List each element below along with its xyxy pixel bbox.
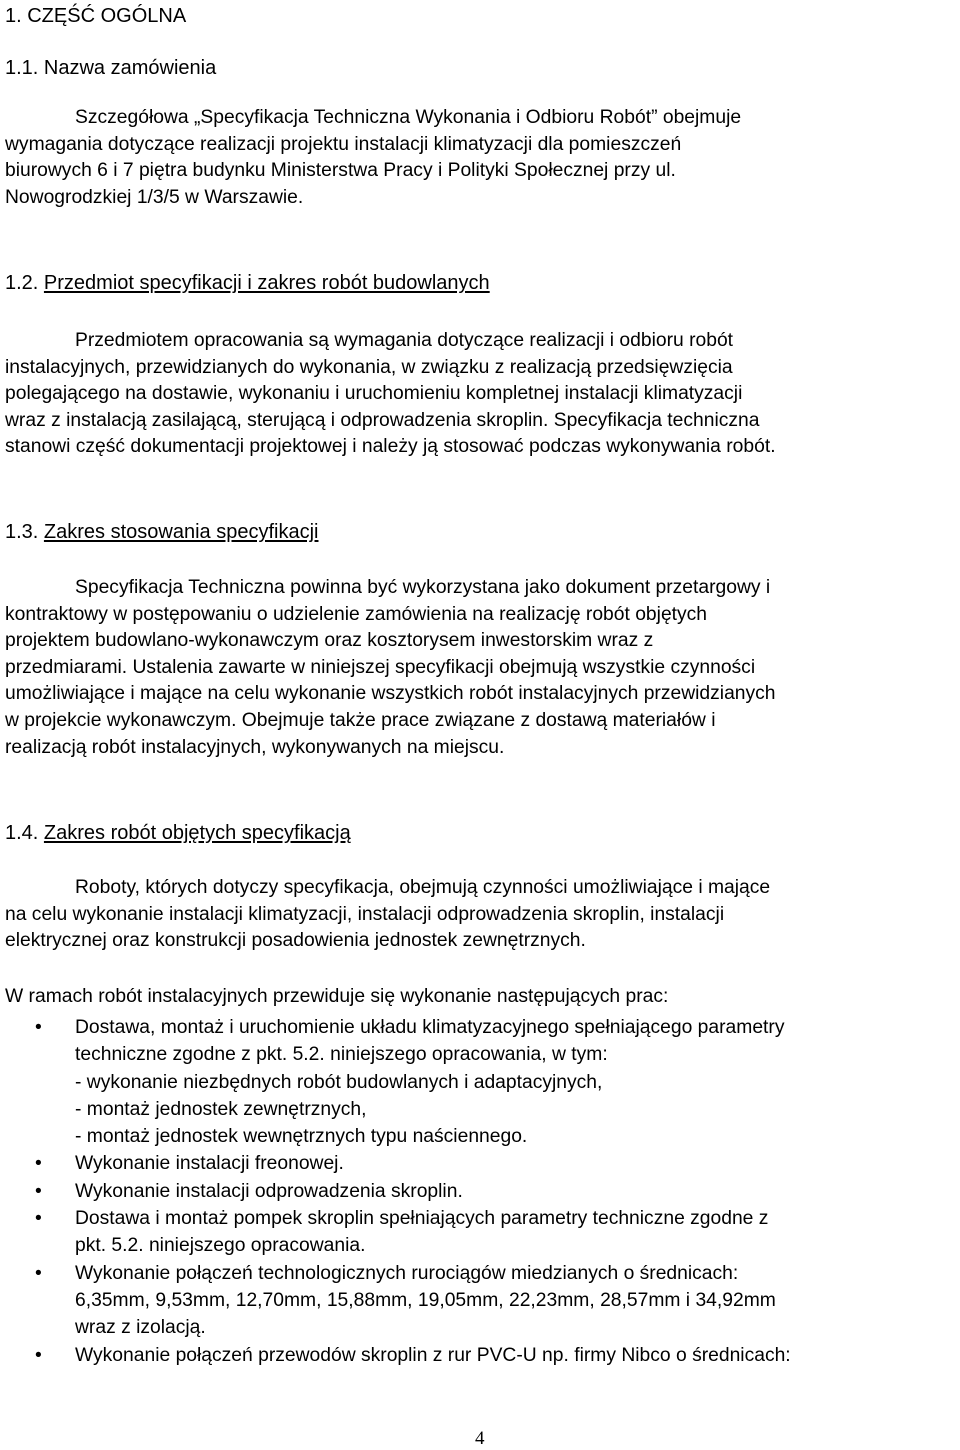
section-title: 1. CZĘŚĆ OGÓLNA bbox=[5, 5, 187, 27]
bullet-icon: • bbox=[35, 1153, 42, 1175]
paragraph-line: umożliwiające i mające na celu wykonanie wszystkich robót instalacyjnych przewidzianych bbox=[5, 683, 776, 705]
list-item-line: - montaż jednostek wewnętrznych typu naściennego. bbox=[75, 1126, 528, 1148]
list-item-line: pkt. 5.2. niniejszego opracowania. bbox=[75, 1235, 366, 1257]
heading-1-1: 1.1. Nazwa zamówienia bbox=[5, 57, 217, 79]
list-item bbox=[5, 1205, 960, 1260]
paragraph-line: projektem budowlano-wykonawczym oraz kosztorysem inwestorskim wraz z bbox=[5, 630, 654, 652]
paragraph-line: przedmiarami. Ustalenia zawarte w niniejszej specyfikacji obejmują wszystkie czynności bbox=[5, 656, 756, 678]
paragraph-line: instalacyjnych, przewidzianych do wykonania, w związku z realizacją przedsięwzięcia bbox=[5, 356, 733, 378]
works-intro: W ramach robót instalacyjnych przewiduje się wykonanie następujących prac: bbox=[5, 986, 669, 1007]
heading-number: 1.4. bbox=[5, 822, 39, 844]
page-number: 4 bbox=[475, 1428, 485, 1449]
bullet-icon: • bbox=[35, 1262, 42, 1284]
heading-title: Zakres stosowania specyfikacji bbox=[43, 521, 319, 543]
heading-1-3 bbox=[5, 521, 318, 544]
bullet-icon: • bbox=[35, 1180, 42, 1202]
heading-1-4 bbox=[5, 822, 351, 845]
heading-number: 1.2. bbox=[5, 272, 39, 294]
paragraph-line: Roboty, których dotyczy specyfikacja, obejmują czynności umożliwiające i mające bbox=[75, 877, 771, 898]
bullet-icon: • bbox=[35, 1208, 42, 1230]
paragraph-line: wymagania dotyczące realizacji projektu instalacji klimatyzacji dla pomieszczeń bbox=[5, 133, 682, 155]
paragraph-line: Szczegółowa „Specyfikacja Techniczna Wykonania i Odbioru Robót” obejmuje bbox=[75, 107, 742, 128]
list-item-line: techniczne zgodne z pkt. 5.2. niniejszego opracowania, w tym: bbox=[75, 1044, 608, 1066]
paragraph-1-4 bbox=[5, 875, 960, 955]
paragraph-line: na celu wykonanie instalacji klimatyzacji, instalacji odprowadzenia skroplin, instalacji bbox=[5, 903, 725, 925]
bullet-icon: • bbox=[35, 1344, 42, 1366]
paragraph-line: kontraktowy w postępowaniu o udzielenie zamówienia na realizację robót objętych bbox=[5, 603, 708, 625]
heading-number: 1.3. bbox=[5, 521, 39, 543]
works-list bbox=[5, 1014, 960, 1369]
list-item-line: wraz z izolacją. bbox=[75, 1317, 206, 1339]
list-item-line: - montaż jednostek zewnętrznych, bbox=[75, 1098, 367, 1120]
paragraph-line: Nowogrodzkiej 1/3/5 w Warszawie. bbox=[5, 186, 304, 208]
paragraph-line: w projekcie wykonawczym. Obejmuje także prace związane z dostawą materiałów i bbox=[5, 709, 716, 731]
paragraph-line: Specyfikacja Techniczna powinna być wykorzystana jako dokument przetargowy i bbox=[75, 577, 771, 598]
list-item-line: Wykonanie połączeń technologicznych rurociągów miedzianych o średnicach: bbox=[75, 1262, 739, 1284]
paragraph-line: polegającego na dostawie, wykonaniu i uruchomieniu kompletnej instalacji klimatyzacji bbox=[5, 383, 743, 405]
list-item-line: Dostawa i montaż pompek skroplin spełniających parametry techniczne zgodne z bbox=[75, 1208, 769, 1230]
list-item-line: Wykonanie instalacji freonowej. bbox=[75, 1153, 344, 1175]
list-item-line: - wykonanie niezbędnych robót budowlanych i adaptacyjnych, bbox=[75, 1071, 603, 1093]
paragraph-1-2 bbox=[5, 328, 960, 461]
list-item bbox=[5, 1150, 960, 1177]
paragraph-line: realizacją robót instalacyjnych, wykonywanych na miejscu. bbox=[5, 736, 505, 758]
list-item-line: Wykonanie instalacji odprowadzenia skroplin. bbox=[75, 1180, 463, 1202]
list-item bbox=[5, 1014, 960, 1150]
list-item-line: Dostawa, montaż i uruchomienie układu klimatyzacyjnego spełniającego parametry bbox=[75, 1017, 785, 1038]
paragraph-line: Przedmiotem opracowania są wymagania dotyczące realizacji i odbioru robót bbox=[75, 330, 734, 351]
paragraph-1-3 bbox=[5, 575, 960, 761]
heading-title: Przedmiot specyfikacji i zakres robót budowlanych bbox=[43, 272, 490, 294]
paragraph-line: stanowi część dokumentacji projektowej i należy ją stosować podczas wykonywania robót. bbox=[5, 436, 776, 458]
list-item bbox=[5, 1178, 960, 1205]
paragraph-line: elektrycznej oraz konstrukcji posadowienia jednostek zewnętrznych. bbox=[5, 930, 586, 952]
list-item-line: 6,35mm, 9,53mm, 12,70mm, 15,88mm, 19,05mm, 22,23mm, 28,57mm i 34,92mm bbox=[75, 1289, 776, 1311]
paragraph-line: wraz z instalacją zasilającą, sterującą i odprowadzenia skroplin. Specyfikacja techniczna bbox=[5, 409, 760, 431]
list-item-line: Wykonanie połączeń przewodów skroplin z rur PVC-U np. firmy Nibco o średnicach: bbox=[75, 1344, 791, 1366]
list-item bbox=[5, 1342, 960, 1369]
paragraph-line: biurowych 6 i 7 piętra budynku Ministerstwa Pracy i Polityki Społecznej przy ul. bbox=[5, 160, 676, 182]
list-item bbox=[5, 1260, 960, 1342]
heading-title: Zakres robót objętych specyfikacją bbox=[43, 822, 351, 844]
paragraph-1-1 bbox=[5, 105, 960, 211]
bullet-icon: • bbox=[35, 1017, 42, 1038]
heading-1-2 bbox=[5, 272, 490, 295]
